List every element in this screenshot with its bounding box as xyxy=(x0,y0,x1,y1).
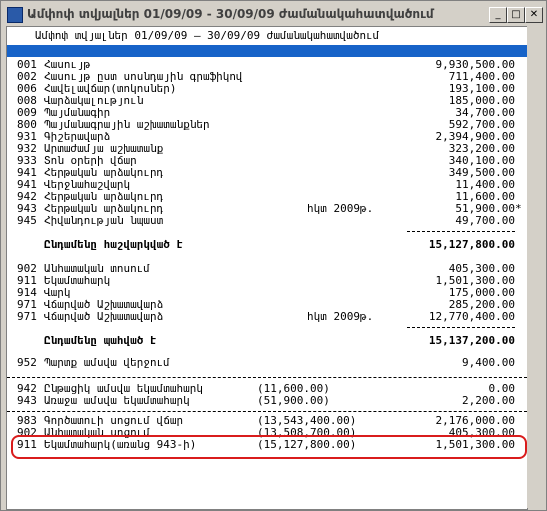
row-code: 001 xyxy=(17,58,37,71)
row-label: Հիվանդության նպաստ xyxy=(44,214,164,227)
report-row xyxy=(7,311,527,323)
header-band xyxy=(7,45,527,57)
highlight-outline xyxy=(11,435,527,459)
report-row xyxy=(7,395,527,407)
row-label: Վերջնահաշվարկ xyxy=(44,178,131,191)
row-label: Վարձակալություն xyxy=(44,94,144,107)
row-amount: 285,200.00 xyxy=(448,298,515,311)
row-label: Հասույթ ըստ սոսնդային գրաֆիկով xyxy=(44,70,243,83)
row-label: Տոն օրերի վճար xyxy=(44,154,137,167)
row-amount: 711,400.00 xyxy=(448,70,515,83)
row-code: 933 xyxy=(17,154,37,167)
row-code: 931 xyxy=(17,130,37,143)
separator xyxy=(7,377,527,378)
row-amount: 15,127,800.00 xyxy=(428,238,515,251)
row-amount: 1,501,300.00 xyxy=(435,438,515,451)
row-amount: 175,000.00 xyxy=(448,286,515,299)
row-label: Հերթական արձակուրդ xyxy=(44,202,164,215)
row-amount: 349,500.00 xyxy=(448,166,515,179)
row-code: 941 xyxy=(17,166,37,179)
row-amount: 592,700.00 xyxy=(448,118,515,131)
row-code: 983 xyxy=(17,414,37,427)
row-amount: 9,930,500.00 xyxy=(435,58,515,71)
row-label: Վճարված Աշխատավարձ xyxy=(44,310,164,323)
row-amount: 34,700.00 xyxy=(455,106,515,119)
report-body xyxy=(6,26,528,510)
row-code: 952 xyxy=(17,356,37,369)
row-label: Հասույթ xyxy=(44,58,91,71)
row-code: 945 xyxy=(17,214,37,227)
maximize-button[interactable]: □ xyxy=(507,7,525,23)
report-row xyxy=(7,239,527,251)
row-label: Արտաժամյա աշխատանք xyxy=(44,142,164,155)
row-code: 902 xyxy=(17,426,37,439)
row-code: 002 xyxy=(17,70,37,83)
row-code: 943 xyxy=(17,394,37,407)
row-amount: 15,137,200.00 xyxy=(428,334,515,347)
row-label: Ընդամենը հաշվարկված է xyxy=(44,238,184,251)
row-label: Գործատուի սոցում վճար xyxy=(44,414,184,427)
row-amount: 9,400.00 xyxy=(462,356,515,369)
row-label: Վարկ xyxy=(44,286,71,299)
row-note: (15,127,800.00) xyxy=(257,438,357,451)
report-row xyxy=(7,215,527,227)
row-code: 971 xyxy=(17,310,37,323)
separator xyxy=(407,327,515,328)
row-amount: 51,900.00 xyxy=(455,202,515,215)
row-amount: 2,394,900.00 xyxy=(435,130,515,143)
row-label: Հերթական արձակուրդ xyxy=(44,190,164,203)
row-code: 941 xyxy=(17,178,37,191)
vertical-scrollbar[interactable] xyxy=(527,26,544,508)
separator xyxy=(7,411,527,412)
row-amount: 185,000.00 xyxy=(448,94,515,107)
minimize-button[interactable]: _ xyxy=(489,7,507,23)
row-amount: 0.00 xyxy=(488,382,515,395)
window-title: Ամփոփ տվյալներ 01/09/09 - 30/09/09 ժամանակահատվածում xyxy=(27,7,434,21)
row-amount: 1,501,300.00 xyxy=(435,274,515,287)
row-amount: 11,600.00 xyxy=(455,190,515,203)
row-label: Պարտք ամսվա վերջում xyxy=(44,356,170,369)
row-code: 914 xyxy=(17,286,37,299)
row-label: Անհատական տոսում xyxy=(44,262,150,275)
row-label: Առաջա ամսվա եկամտահարկ xyxy=(44,394,190,407)
row-label: Վճարված Աշխատավարձ xyxy=(44,298,164,311)
row-code: 942 xyxy=(17,382,37,395)
row-code: 911 xyxy=(17,438,37,451)
row-note: հկտ 2009թ. xyxy=(307,310,374,323)
row-amount: 323,200.00 xyxy=(448,142,515,155)
row-label: Եկամտահարկ xyxy=(44,274,111,287)
row-label: Անհատական սոցում xyxy=(44,426,150,439)
separator xyxy=(407,231,515,232)
row-label: Պայմանագիր xyxy=(44,106,111,119)
row-code: 800 xyxy=(17,118,37,131)
row-label: Եկամտահարկ(առանց 943-ի) xyxy=(44,438,197,451)
row-amount: 405,300.00 xyxy=(448,262,515,275)
report-header: Ամփոփ տվյալներ 01/09/09 – 30/09/09 ժամանակահատվածում xyxy=(35,29,380,42)
row-code: 932 xyxy=(17,142,37,155)
row-label: Պայմանագրային աշխատանքներ xyxy=(44,118,210,131)
row-note: (51,900.00) xyxy=(257,394,330,407)
row-amount: 405,300.00 xyxy=(448,426,515,439)
row-code: 902 xyxy=(17,262,37,275)
row-label: Գիշերավարձ xyxy=(44,130,111,143)
row-note: (13,508,700.00) xyxy=(257,426,357,439)
row-amount: 2,200.00 xyxy=(462,394,515,407)
row-code: 009 xyxy=(17,106,37,119)
row-amount: 2,176,000.00 xyxy=(435,414,515,427)
row-note: (13,543,400.00) xyxy=(257,414,357,427)
row-amount: 12,770,400.00 xyxy=(428,310,515,323)
row-label: Ընթացիկ ամսվա եկամտահարկ xyxy=(44,382,203,395)
report-row xyxy=(7,335,527,347)
row-code: 942 xyxy=(17,190,37,203)
row-code: 008 xyxy=(17,94,37,107)
row-code: 006 xyxy=(17,82,37,95)
row-note: հկտ 2009թ. xyxy=(307,202,374,215)
report-row xyxy=(7,357,527,369)
row-note: (11,600.00) xyxy=(257,382,330,395)
app-icon xyxy=(7,7,23,23)
row-code: 911 xyxy=(17,274,37,287)
row-label: Հավելավճար(տոկոսներ) xyxy=(44,82,177,95)
row-label: Ընդամենը պահված է xyxy=(44,334,157,347)
title-bar[interactable] xyxy=(3,3,544,26)
row-code: 971 xyxy=(17,298,37,311)
row-mark: * xyxy=(515,202,522,215)
close-button[interactable]: ✕ xyxy=(525,7,543,23)
row-amount: 11,400.00 xyxy=(455,178,515,191)
row-code: 943 xyxy=(17,202,37,215)
row-amount: 340,100.00 xyxy=(448,154,515,167)
row-amount: 49,700.00 xyxy=(455,214,515,227)
row-label: Հերթական արձակուրդ xyxy=(44,166,164,179)
row-amount: 193,100.00 xyxy=(448,82,515,95)
